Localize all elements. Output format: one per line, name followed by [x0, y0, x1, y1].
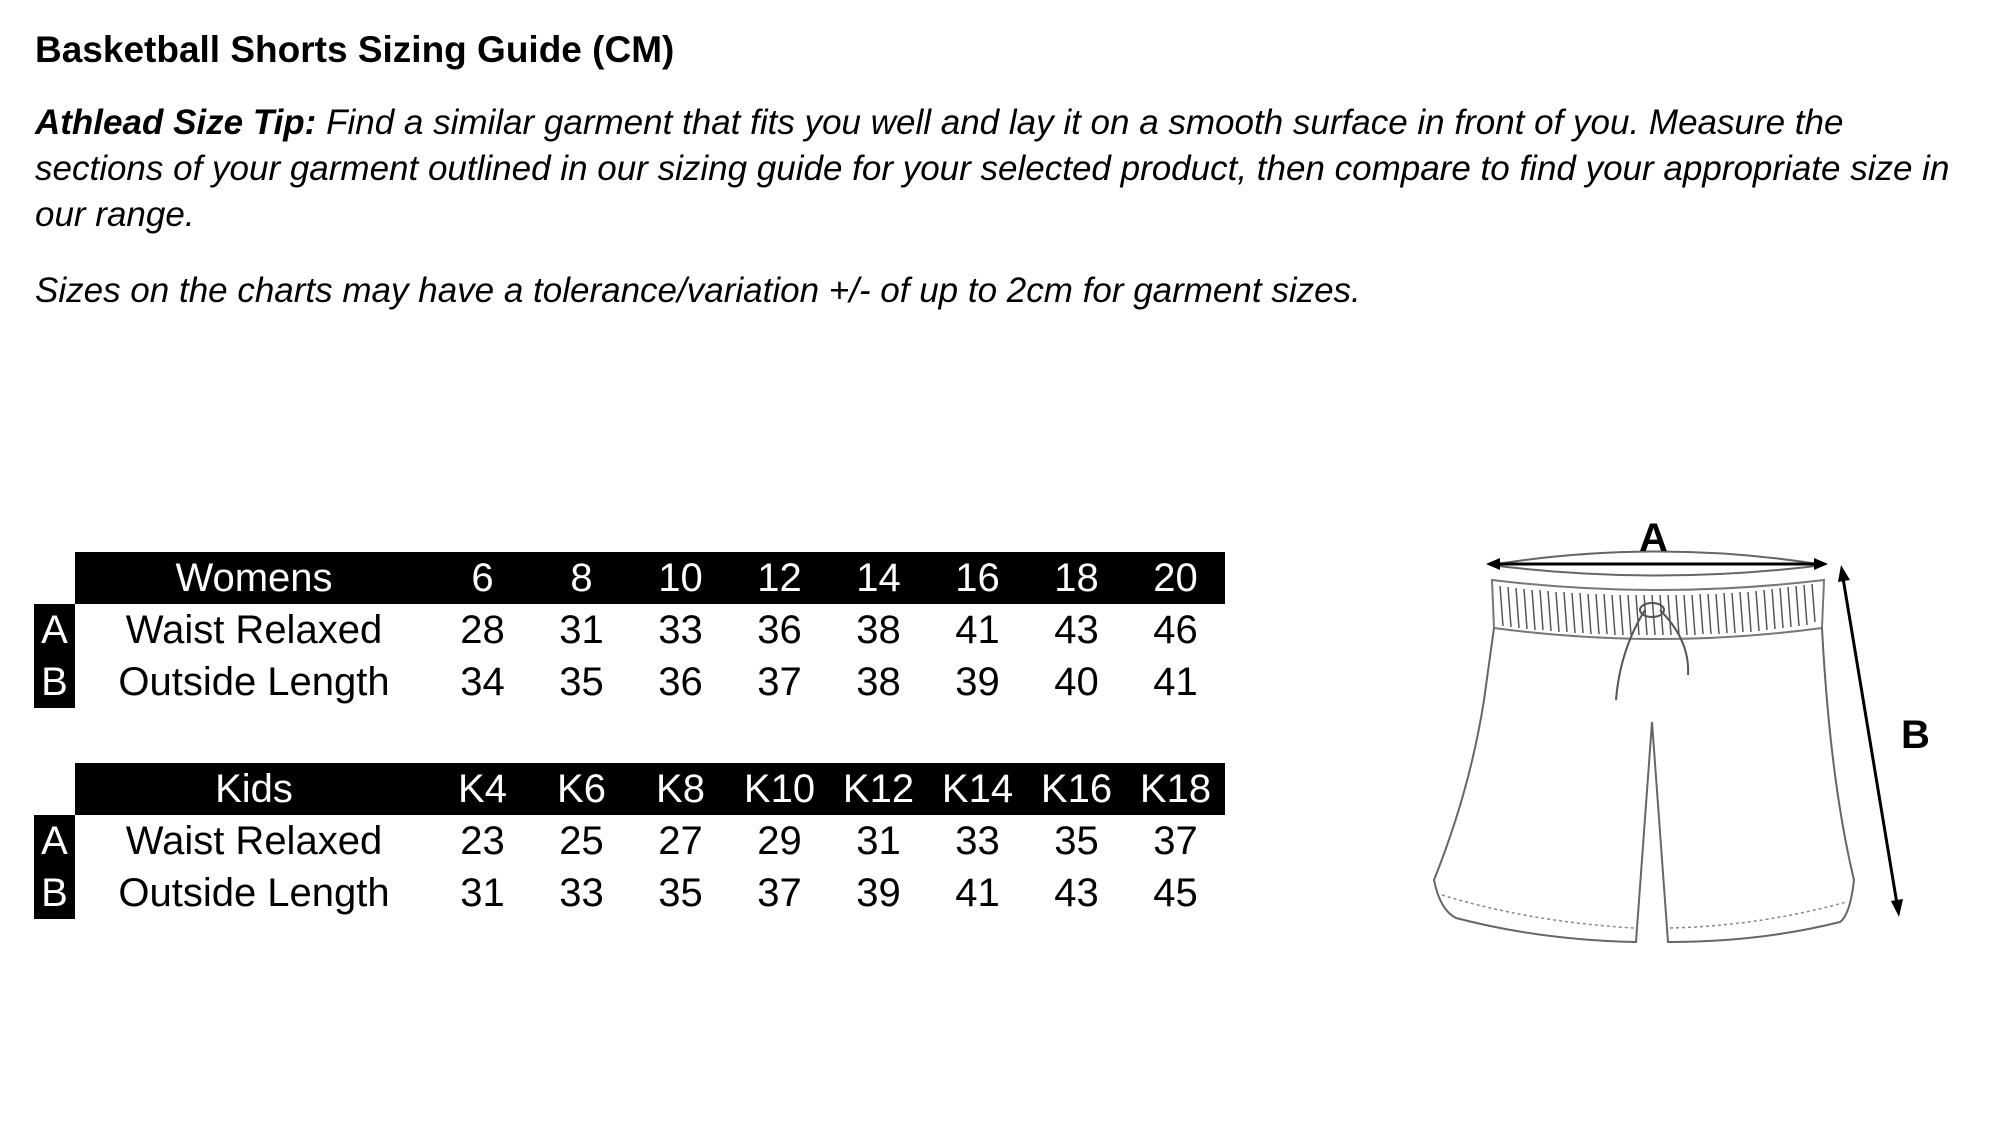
table-cell: 43	[1054, 871, 1099, 915]
size-header: 14	[829, 552, 928, 604]
table-cell: 37	[1153, 819, 1198, 863]
table-cell: 33	[658, 608, 703, 652]
table-cell: 45	[1153, 871, 1198, 915]
table-cell: 41	[955, 608, 1000, 652]
size-header: K10	[730, 763, 829, 815]
size-tip	[35, 100, 1975, 238]
size-header: 6	[433, 552, 532, 604]
basketball-shorts-illustration-icon	[1420, 510, 1940, 960]
table-cell: 37	[757, 660, 802, 704]
shorts-svg	[1420, 510, 1940, 960]
page-title: Basketball Shorts Sizing Guide (CM)	[35, 29, 675, 70]
size-header: 8	[532, 552, 631, 604]
size-header: 18	[1027, 552, 1126, 604]
table-cell: 37	[757, 871, 802, 915]
measurement-label: Outside Length	[118, 660, 390, 704]
size-header: K18	[1126, 763, 1225, 815]
table-cell: 46	[1153, 608, 1198, 652]
table-cell: 33	[559, 871, 604, 915]
table-row	[34, 604, 1225, 656]
table-cell: 38	[856, 608, 901, 652]
size-tip-text: Find a similar garment that fits you well and lay it on a smooth surface in front of you. Measure the sections of your garment outlined in our sizing guide for your selected product, then compare to find your appropriate size in our range.	[35, 103, 1950, 234]
table-cell: 41	[955, 871, 1000, 915]
table-cell: 23	[460, 819, 505, 863]
womens-size-table	[34, 552, 1225, 708]
measurement-code: B	[34, 867, 75, 919]
table-cell: 33	[955, 819, 1000, 863]
table-cell: 36	[658, 660, 703, 704]
table-row	[34, 656, 1225, 708]
table-cell: 35	[1054, 819, 1099, 863]
table-cell: 34	[460, 660, 505, 704]
measurement-code: A	[34, 815, 75, 867]
table-cell: 41	[1153, 660, 1198, 704]
table-row	[34, 815, 1225, 867]
size-tip-label: Athlead Size Tip:	[35, 103, 317, 142]
table-heading: Kids	[75, 763, 433, 815]
measurement-code: A	[34, 604, 75, 656]
table-cell: 29	[757, 819, 802, 863]
table-cell: 39	[856, 871, 901, 915]
size-header: 10	[631, 552, 730, 604]
size-header: K14	[928, 763, 1027, 815]
dimension-label-b: B	[1901, 713, 1930, 757]
dimension-label-a: A	[1639, 516, 1668, 560]
table-heading: Womens	[75, 552, 433, 604]
table-row	[34, 867, 1225, 919]
table-cell: 31	[856, 819, 901, 863]
table-cell: 35	[658, 871, 703, 915]
size-header: K4	[433, 763, 532, 815]
size-header: K8	[631, 763, 730, 815]
table-cell: 31	[559, 608, 604, 652]
measurement-label: Waist Relaxed	[125, 608, 383, 652]
measurement-label: Outside Length	[118, 871, 390, 915]
table-header-row	[34, 763, 1225, 815]
table-corner	[34, 552, 75, 604]
size-header: 20	[1126, 552, 1225, 604]
size-header: 16	[928, 552, 1027, 604]
tolerance-note: Sizes on the charts may have a tolerance/variation +/- of up to 2cm for garment sizes.	[35, 271, 1361, 310]
size-header: K16	[1027, 763, 1126, 815]
table-cell: 31	[460, 871, 505, 915]
table-corner	[34, 763, 75, 815]
measurement-code: B	[34, 656, 75, 708]
table-cell: 40	[1054, 660, 1099, 704]
table-cell: 25	[559, 819, 604, 863]
kids-size-table	[34, 763, 1225, 919]
size-header: 12	[730, 552, 829, 604]
table-cell: 28	[460, 608, 505, 652]
measurement-label: Waist Relaxed	[125, 819, 383, 863]
table-cell: 35	[559, 660, 604, 704]
table-cell: 38	[856, 660, 901, 704]
table-cell: 39	[955, 660, 1000, 704]
table-cell: 43	[1054, 608, 1099, 652]
table-cell: 27	[658, 819, 703, 863]
table-cell: 36	[757, 608, 802, 652]
size-header: K6	[532, 763, 631, 815]
table-header-row	[34, 552, 1225, 604]
size-header: K12	[829, 763, 928, 815]
